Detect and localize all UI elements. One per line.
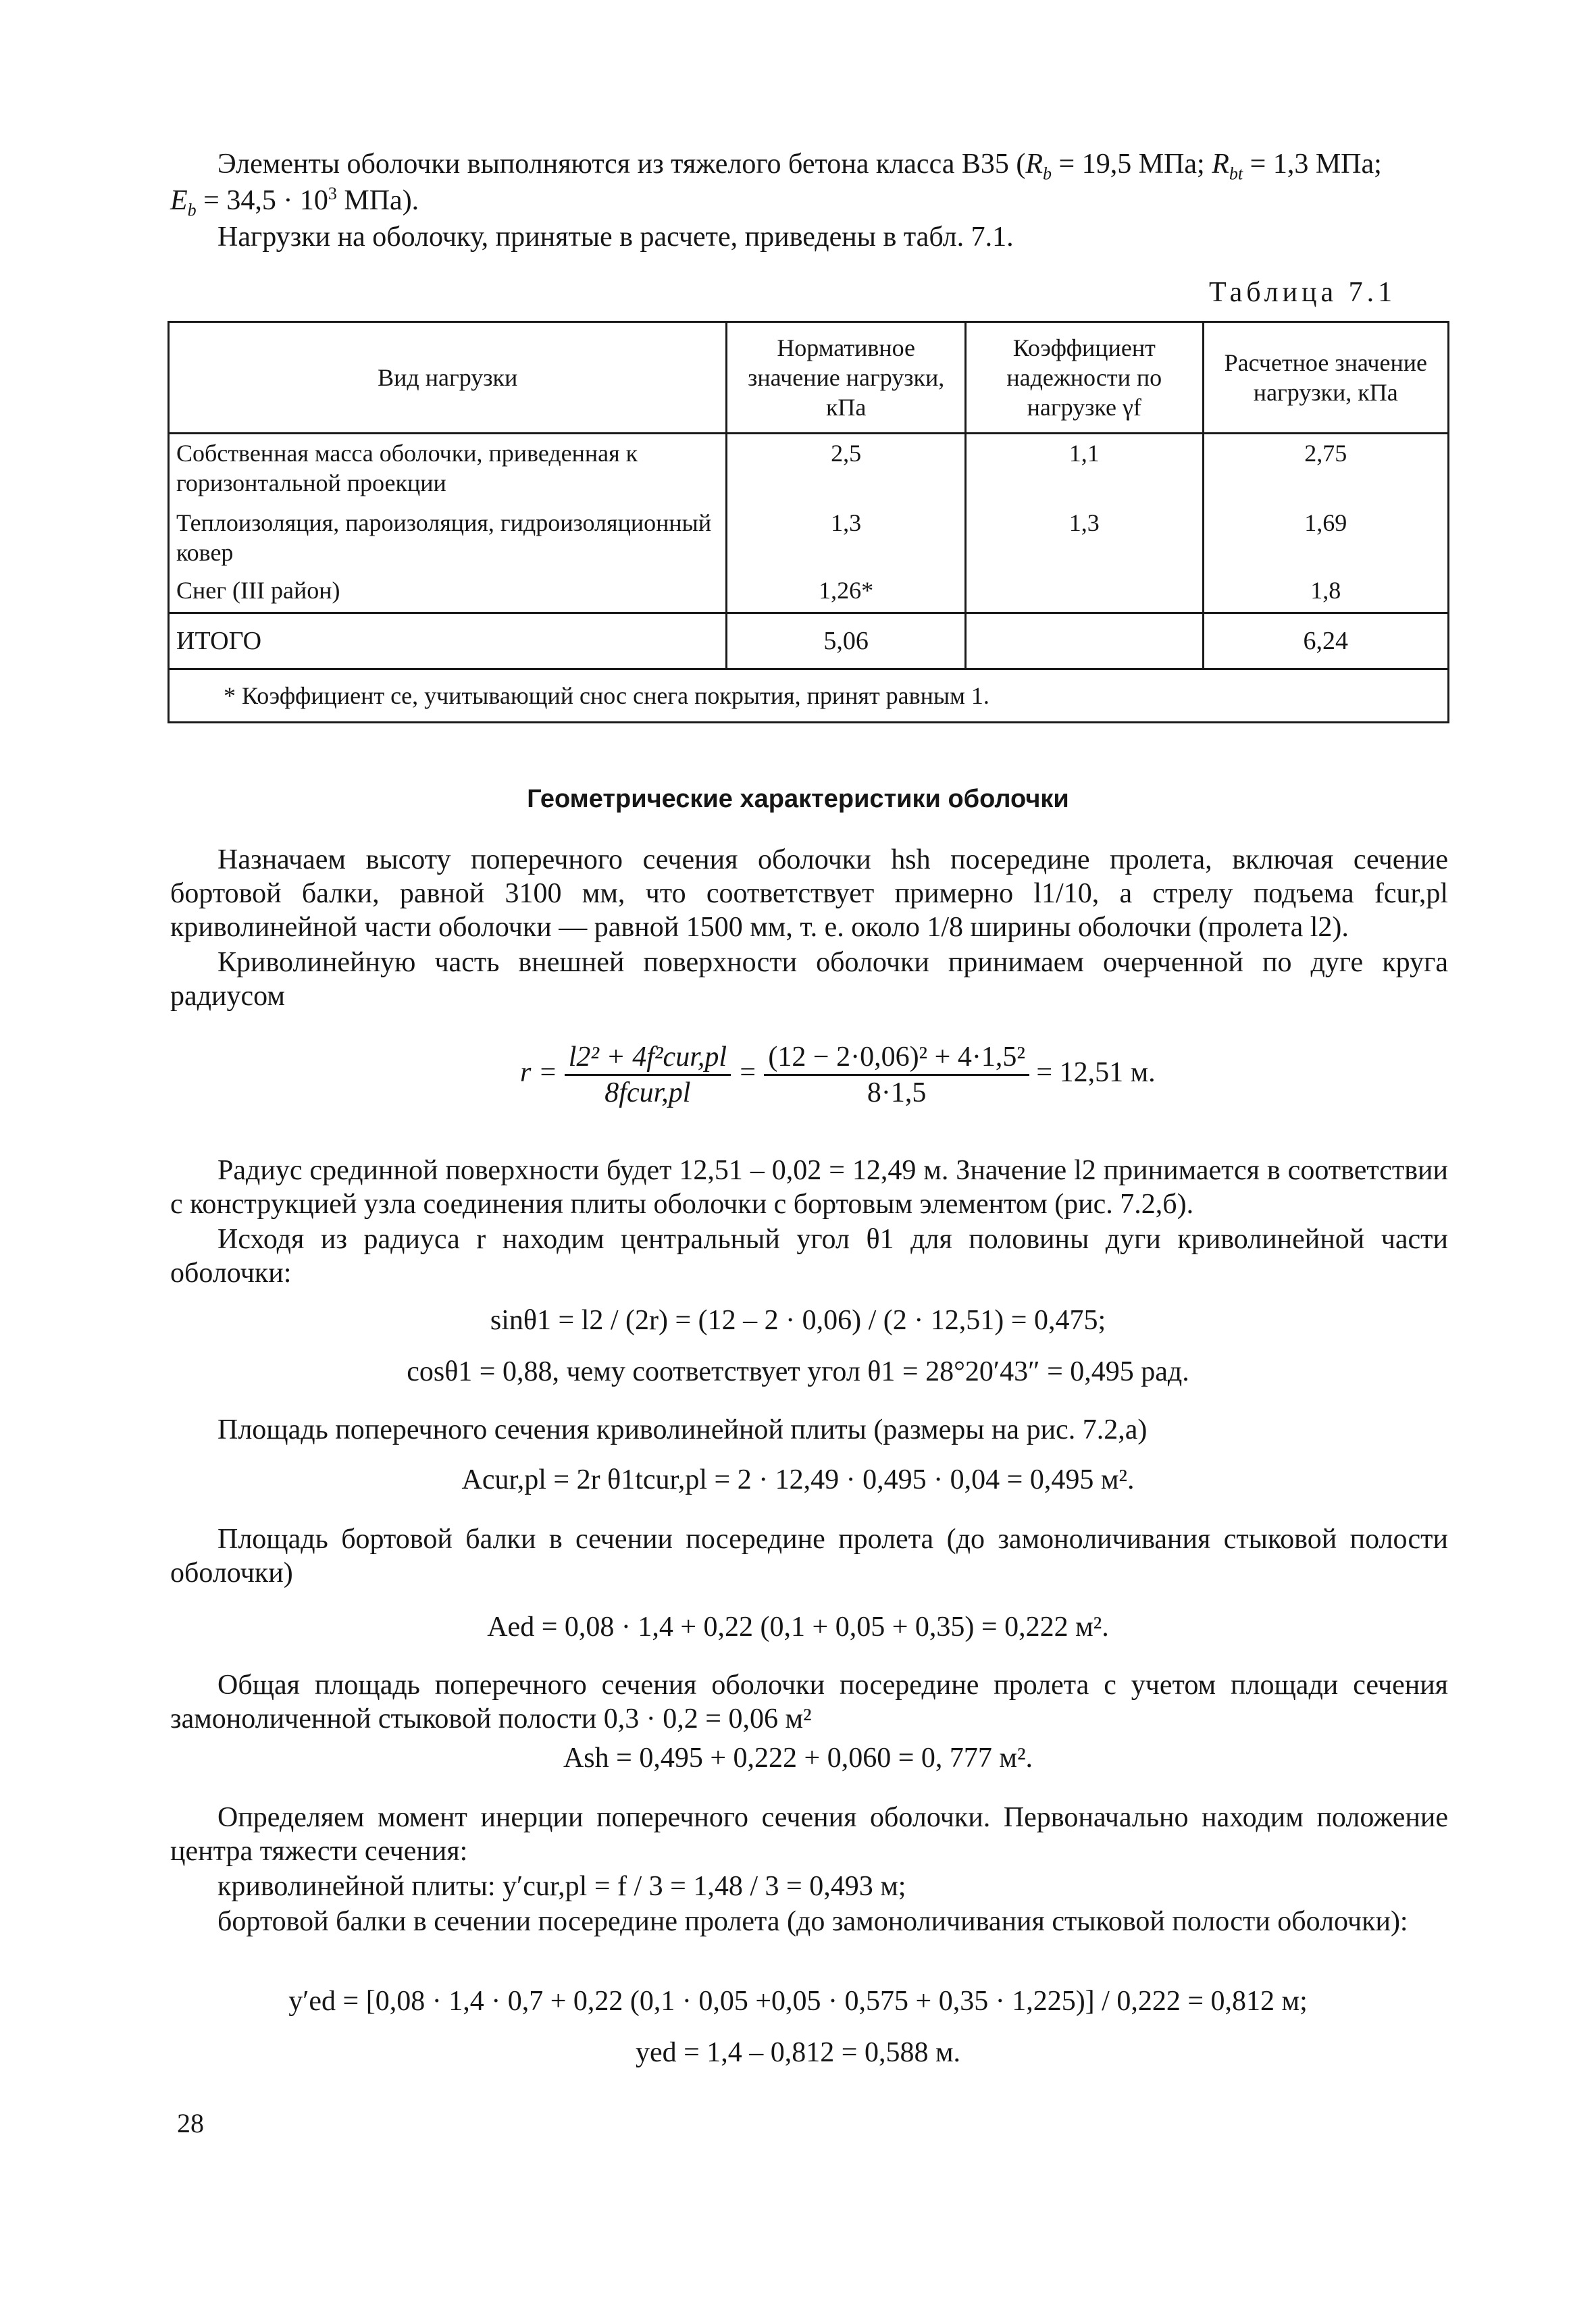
paragraph: криволинейной плиты: y′cur,pl = f / 3 = 1,48 / 3 = 0,493 м;: [217, 1871, 906, 1902]
loads-table: [168, 321, 1449, 723]
paragraph: Исходя из радиуса r находим центральный угол θ1 для половины дуги криволинейной части оболочки:: [170, 1224, 1448, 1289]
page-number: 28: [177, 2108, 204, 2138]
total-label: ИТОГО: [169, 613, 727, 669]
table-footnote: * Коэффициент ce, учитывающий снос снега покрытия, принят равным 1.: [169, 669, 1449, 723]
row-normative: 1,3: [727, 504, 966, 571]
formula-area-curved: Acur,pl = 2r θ1tcur,pl = 2 · 12,49 · 0,495 · 0,04 = 0,495 м².: [461, 1464, 1135, 1495]
eb-unit: МПа).: [336, 185, 419, 216]
rb-value: = 19,5 МПа;: [1052, 149, 1212, 180]
formula-lhs: r =: [520, 1057, 558, 1089]
intro-line-2: [170, 184, 419, 220]
fraction-denominator: 8fcur,pl: [604, 1077, 691, 1108]
fraction-symbolic: [565, 1040, 731, 1110]
header-load-type: Вид нагрузки: [169, 322, 727, 434]
fraction-numeric: [764, 1040, 1029, 1110]
row-name: Теплоизоляция, пароизоляция, гидроизоляционный ковер: [169, 504, 727, 571]
paragraph: Общая площадь поперечного сечения оболочки посередине пролета с учетом площади сечения замоноличенной стыковой полости 0,3 · 0,2 = 0,06 м²: [170, 1670, 1448, 1734]
intro-line-1: [217, 147, 1382, 184]
total-calculated: 6,24: [1203, 613, 1448, 669]
intro-text: Элементы оболочки выполняются из тяжелого бетона класса В35 (: [217, 149, 1026, 180]
loads-reference: Нагрузки на оболочку, принятые в расчете, приведены в табл. 7.1.: [217, 222, 1014, 253]
rbt-subscript: bt: [1229, 163, 1243, 184]
table-footnote-row: [169, 669, 1449, 723]
paragraph: Радиус срединной поверхности будет 12,51 – 0,02 = 12,49 м. Значение l2 принимается в соответствии с конструкцией узла соединения плиты оболочки с бортовым элементом (рис. 7.2,б).: [170, 1155, 1448, 1220]
eb-symbol: E: [170, 185, 188, 216]
paragraph: бортовой балки в сечении посередине пролета (до замоноличивания стыковой полости оболочки):: [217, 1906, 1408, 1937]
row-coefficient: [965, 571, 1203, 613]
equals-sign: =: [738, 1057, 757, 1089]
table-total-row: [169, 613, 1449, 669]
formula-y-ed: yed = 1,4 – 0,812 = 0,588 м.: [635, 2037, 961, 2068]
formula-sin: sinθ1 = l2 / (2r) = (12 – 2 · 0,06) / (2 · 12,51) = 0,475;: [490, 1305, 1106, 1336]
rb-subscript: b: [1043, 163, 1052, 184]
formula-cos: cosθ1 = 0,88, чему соответствует угол θ1 = 28°20′43″ = 0,495 рад.: [407, 1356, 1189, 1387]
rbt-value: = 1,3 МПа;: [1243, 149, 1382, 180]
formula-result: = 12,51 м.: [1036, 1057, 1156, 1089]
row-calculated: 1,8: [1203, 571, 1448, 613]
eb-exponent: 3: [328, 184, 337, 203]
formula-area-edge: Aed = 0,08 · 1,4 + 0,22 (0,1 + 0,05 + 0,35) = 0,222 м².: [487, 1612, 1109, 1643]
formula-radius: [520, 1040, 1156, 1110]
fraction-numerator: (12 − 2·0,06)² + 4·1,5²: [764, 1040, 1029, 1076]
header-calculated: Расчетное значение нагрузки, кПа: [1203, 322, 1448, 434]
formula-area-shell: Ash = 0,495 + 0,222 + 0,060 = 0, 777 м².: [563, 1743, 1033, 1774]
table-row: [169, 504, 1449, 571]
eb-subscript: b: [187, 200, 197, 220]
section-title: Геометрические характеристики оболочки: [527, 785, 1069, 813]
row-normative: 1,26*: [727, 571, 966, 613]
row-normative: 2,5: [727, 434, 966, 504]
rbt-symbol: R: [1212, 149, 1229, 180]
rb-symbol: R: [1025, 149, 1044, 180]
row-coefficient: 1,3: [965, 504, 1203, 571]
formula-y-ed-prime: y′ed = [0,08 · 1,4 · 0,7 + 0,22 (0,1 · 0,05 +0,05 · 0,575 + 0,35 · 1,225)] / 0,222 = 0,812 м;: [288, 1986, 1308, 2017]
total-coefficient: [965, 613, 1203, 669]
table-caption: Таблица 7.1: [1209, 277, 1397, 308]
total-normative: 5,06: [727, 613, 966, 669]
paragraph: Назначаем высоту поперечного сечения оболочки hsh посередине пролета, включая сечение бортовой балки, равной 3100 мм, что соответствует примерно l1/10, а стрелу подъема fcur,pl криволинейной части оболочки — равной 1500 мм, т. е. около 1/8 ширины оболочки (пролета l2).: [170, 844, 1448, 943]
table-row: [169, 571, 1449, 613]
eb-value: = 34,5 · 10: [196, 185, 328, 216]
row-calculated: 2,75: [1203, 434, 1448, 504]
row-coefficient: 1,1: [965, 434, 1203, 504]
paragraph: Криволинейную часть внешней поверхности оболочки принимаем очерченной по дуге круга радиусом: [170, 947, 1448, 1012]
paragraph: Площадь поперечного сечения криволинейной плиты (размеры на рис. 7.2,а): [217, 1414, 1148, 1445]
row-name: Снег (III район): [169, 571, 727, 613]
fraction-denominator: 8·1,5: [867, 1077, 927, 1108]
row-name: Собственная масса оболочки, приведенная к горизонтальной проекции: [169, 434, 727, 504]
table-row: [169, 434, 1449, 504]
header-coefficient: Коэффициент надежности по нагрузке γf: [965, 322, 1203, 434]
paragraph: Определяем момент инерции поперечного сечения оболочки. Первоначально находим положение центра тяжести сечения:: [170, 1802, 1448, 1867]
row-calculated: 1,69: [1203, 504, 1448, 571]
paragraph: Площадь бортовой балки в сечении посередине пролета (до замоноличивания стыковой полости оболочки): [170, 1524, 1448, 1589]
header-normative: Нормативное значение нагрузки, кПа: [727, 322, 966, 434]
table-header-row: [169, 322, 1449, 434]
fraction-numerator: l2² + 4f²cur,pl: [565, 1040, 731, 1076]
